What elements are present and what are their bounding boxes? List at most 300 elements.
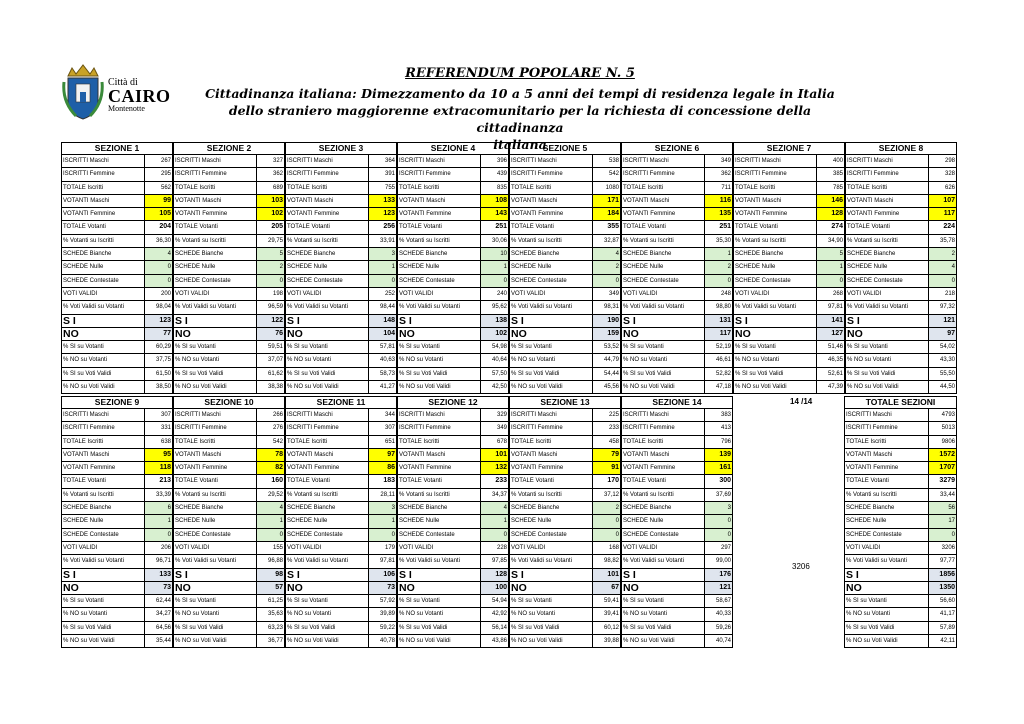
row-nv <box>622 608 732 621</box>
row-label: % NO su Votanti <box>511 611 556 618</box>
row-value: 60,12 <box>592 622 620 634</box>
row-tv <box>62 475 172 488</box>
row-sn <box>62 261 172 274</box>
row-label: % Votanti su Iscritti <box>847 237 898 244</box>
row-label: % Voti Validi su Votanti <box>847 304 908 311</box>
row-value: 78 <box>256 449 284 461</box>
row-value: 102 <box>256 208 284 220</box>
row-vv <box>174 288 284 301</box>
row-value: 176 <box>704 569 732 581</box>
row-vf <box>846 208 956 221</box>
row-label: % SI su Votanti <box>623 344 664 351</box>
row-value: 52,19 <box>704 341 732 353</box>
row-value: 139 <box>704 449 732 461</box>
row-label: NO <box>175 581 191 594</box>
row-pv <box>62 235 172 248</box>
row-ti <box>845 436 956 449</box>
row-label: NO <box>511 581 527 594</box>
row-value: 63,23 <box>256 622 284 634</box>
row-label: % NO su Voti Validi <box>63 638 115 645</box>
section-table <box>509 142 621 394</box>
row-sv <box>510 341 620 354</box>
row-sb <box>846 248 956 261</box>
row-vf <box>510 208 620 221</box>
row-no <box>622 328 732 341</box>
row-nvv <box>174 381 284 393</box>
row-label: % SI su Voti Validi <box>623 370 672 377</box>
row-label: SCHEDE Bianche <box>175 251 224 258</box>
row-sn <box>62 515 172 528</box>
row-value: 4 <box>256 502 284 514</box>
row-sb <box>62 502 172 515</box>
row-label: VOTI VALIDI <box>63 544 98 551</box>
row-value: 542 <box>592 168 620 180</box>
row-label: ISCRITTI Femmine <box>511 171 563 178</box>
row-label: VOTANTI Maschi <box>399 451 446 458</box>
row-si <box>845 569 956 582</box>
row-label: VOTANTI Maschi <box>287 197 334 204</box>
row-label: % Votanti su Iscritti <box>623 237 674 244</box>
row-value: 133 <box>368 195 396 207</box>
row-label: VOTI VALIDI <box>511 290 546 297</box>
row-value: 0 <box>928 275 956 287</box>
row-value: 128 <box>480 569 508 581</box>
row-value: 1 <box>144 515 172 527</box>
row-vm <box>286 449 396 462</box>
row-sc <box>398 529 508 542</box>
row-label: % SI su Voti Validi <box>735 370 784 377</box>
row-vm <box>845 449 956 462</box>
row-pvv <box>510 301 620 314</box>
row-pvv <box>286 555 396 568</box>
row-value: 206 <box>144 542 172 554</box>
row-label: S I <box>399 568 412 581</box>
row-no <box>174 582 284 595</box>
row-value: 40,63 <box>368 354 396 366</box>
row-label: % Voti Validi su Votanti <box>287 558 348 565</box>
row-if <box>286 168 396 181</box>
row-value: 40,74 <box>704 635 732 647</box>
logo-cairo: CAIRO <box>108 86 171 106</box>
row-pv <box>174 489 284 502</box>
row-no <box>846 328 956 341</box>
row-sc <box>286 275 396 288</box>
row-tv <box>174 475 284 488</box>
row-vm <box>286 195 396 208</box>
row-label: NO <box>846 581 862 594</box>
row-sb <box>62 248 172 261</box>
row-label: TOTALE Iscritti <box>399 438 440 445</box>
row-value: 100 <box>480 582 508 594</box>
row-value: 0 <box>592 275 620 287</box>
row-label: TOTALE Iscritti <box>399 184 440 191</box>
row-value: 46,35 <box>816 354 844 366</box>
row-value: 43,30 <box>928 354 956 366</box>
row-value: 251 <box>704 221 732 233</box>
row-label: VOTANTI Maschi <box>623 451 670 458</box>
row-no <box>510 582 620 595</box>
row-label: % NO su Votanti <box>623 357 668 364</box>
row-pv <box>622 489 732 502</box>
row-label: NO <box>287 327 303 340</box>
row-sb <box>510 248 620 261</box>
row-sn <box>174 515 284 528</box>
row-value: 1572 <box>928 449 956 461</box>
row-sn <box>622 261 732 274</box>
row-value: 413 <box>704 422 732 434</box>
row-label: ISCRITTI Femmine <box>175 425 227 432</box>
row-value: 106 <box>368 569 396 581</box>
row-im <box>622 409 732 422</box>
row-label: % Votanti su Iscritti <box>399 237 450 244</box>
row-vf <box>286 462 396 475</box>
row-nvv <box>846 381 956 393</box>
row-label: ISCRITTI Maschi <box>735 158 781 164</box>
row-value: 0 <box>144 275 172 287</box>
row-vf <box>734 208 844 221</box>
row-label: % Votanti su Iscritti <box>399 491 450 498</box>
row-value: 39,89 <box>368 608 396 620</box>
row-label: VOTANTI Maschi <box>735 197 782 204</box>
row-label: SCHEDE Nulle <box>623 518 664 525</box>
row-label: VOTANTI Maschi <box>846 451 893 458</box>
row-value: 329 <box>480 409 508 421</box>
row-value: 98,31 <box>592 301 620 313</box>
section-table <box>61 142 173 394</box>
row-value: 59,26 <box>704 622 732 634</box>
row-svv <box>174 368 284 381</box>
row-label: VOTANTI Maschi <box>847 197 894 204</box>
row-label: VOTI VALIDI <box>623 290 658 297</box>
row-value: 0 <box>368 275 396 287</box>
row-sb <box>398 502 508 515</box>
row-label: ISCRITTI Femmine <box>63 425 115 432</box>
row-value: 678 <box>480 436 508 448</box>
row-label: SCHEDE Bianche <box>511 251 560 258</box>
section-header: SEZIONE 5 <box>510 143 620 155</box>
row-value: 327 <box>256 155 284 167</box>
row-ti <box>174 182 284 195</box>
row-label: % Voti Validi su Votanti <box>399 304 460 311</box>
row-label: % NO su Voti Validi <box>175 384 227 391</box>
row-value: 41,17 <box>928 608 956 620</box>
row-label: SCHEDE Nulle <box>846 518 887 525</box>
row-label: ISCRITTI Maschi <box>623 158 669 164</box>
row-vm <box>846 195 956 208</box>
row-label: ISCRITTI Femmine <box>511 425 563 432</box>
row-label: TOTALE Votanti <box>399 224 442 231</box>
row-label: VOTANTI Maschi <box>175 197 222 204</box>
row-label: SCHEDE Bianche <box>623 505 672 512</box>
row-label: NO <box>63 327 79 340</box>
row-label: % SI su Voti Validi <box>175 624 224 631</box>
subtitle-line-2: dello straniero maggiorenne extracomunitario per la richiesta di concessione della cittadinanza <box>228 103 812 135</box>
row-value: 47,18 <box>704 381 732 393</box>
row-label: % Voti Validi su Votanti <box>63 304 124 311</box>
row-vv <box>846 288 956 301</box>
row-tv <box>286 221 396 234</box>
row-value: 118 <box>144 462 172 474</box>
row-nvv <box>286 635 396 647</box>
row-value: 40,78 <box>368 635 396 647</box>
row-sv <box>846 341 956 354</box>
row-label: VOTANTI Femmine <box>511 211 564 218</box>
row-svv <box>62 622 172 635</box>
row-sc <box>734 275 844 288</box>
row-label: VOTANTI Femmine <box>287 211 340 218</box>
row-label: TOTALE Iscritti <box>847 184 888 191</box>
row-vm <box>174 449 284 462</box>
row-value: 105 <box>144 208 172 220</box>
row-vm <box>510 449 620 462</box>
row-vm <box>62 195 172 208</box>
row-sb <box>398 248 508 261</box>
row-value: 170 <box>592 475 620 487</box>
row-nvv <box>398 635 508 647</box>
row-label: ISCRITTI Maschi <box>63 158 109 164</box>
row-value: 97,32 <box>928 301 956 313</box>
row-pv <box>62 489 172 502</box>
row-value: 36,30 <box>144 235 172 247</box>
row-value: 67 <box>592 582 620 594</box>
row-label: NO <box>623 581 639 594</box>
row-if <box>398 422 508 435</box>
row-value: 117 <box>928 208 956 220</box>
row-value: 5013 <box>928 422 956 434</box>
row-value: 35,78 <box>928 235 956 247</box>
row-if <box>174 168 284 181</box>
row-si <box>286 569 396 582</box>
row-no <box>174 328 284 341</box>
row-value: 54,94 <box>480 595 508 607</box>
row-label: SCHEDE Nulle <box>63 264 104 271</box>
row-pvv <box>510 555 620 568</box>
row-value: 3 <box>704 502 732 514</box>
row-label: % SI su Votanti <box>63 344 104 351</box>
row-si <box>734 315 844 328</box>
row-ti <box>846 182 956 195</box>
row-value: 57,81 <box>368 341 396 353</box>
row-value: 97 <box>928 328 956 340</box>
row-value: 29,52 <box>256 489 284 501</box>
row-label: ISCRITTI Maschi <box>287 412 333 418</box>
row-label: % SI su Votanti <box>735 344 776 351</box>
row-label: VOTANTI Femmine <box>399 211 452 218</box>
row-ti <box>734 182 844 195</box>
row-im <box>622 155 732 168</box>
row-pvv <box>845 555 956 568</box>
row-value: 349 <box>704 155 732 167</box>
row-value: 0 <box>704 529 732 541</box>
row-tv <box>174 221 284 234</box>
row-label: % SI su Votanti <box>623 598 664 605</box>
row-value: 99 <box>144 195 172 207</box>
row-value: 143 <box>480 208 508 220</box>
row-label: TOTALE Votanti <box>63 224 106 231</box>
row-vf <box>845 462 956 475</box>
row-value: 146 <box>816 195 844 207</box>
section-header: SEZIONE 2 <box>174 143 284 155</box>
row-value: 101 <box>480 449 508 461</box>
row-value: 248 <box>704 288 732 300</box>
row-value: 3206 <box>928 542 956 554</box>
row-no <box>286 582 396 595</box>
row-value: 86 <box>368 462 396 474</box>
row-si <box>846 315 956 328</box>
row-value: 2 <box>592 502 620 514</box>
row-value: 59,41 <box>592 595 620 607</box>
row-value: 35,63 <box>256 608 284 620</box>
row-value: 3 <box>368 248 396 260</box>
row-label: % Voti Validi su Votanti <box>623 558 684 565</box>
row-sv <box>398 595 508 608</box>
row-ti <box>622 182 732 195</box>
row-label: % NO su Votanti <box>399 357 444 364</box>
row-nv <box>510 354 620 367</box>
row-label: VOTANTI Maschi <box>623 197 670 204</box>
row-value: 32,87 <box>592 235 620 247</box>
row-no <box>510 328 620 341</box>
row-sc <box>622 529 732 542</box>
row-vf <box>510 462 620 475</box>
row-label: ISCRITTI Femmine <box>623 171 675 178</box>
row-label: % NO su Votanti <box>735 357 780 364</box>
row-label: % Votanti su Iscritti <box>175 237 226 244</box>
row-no <box>398 582 508 595</box>
row-label: % Voti Validi su Votanti <box>511 304 572 311</box>
row-value: 391 <box>368 168 396 180</box>
row-value: 400 <box>816 155 844 167</box>
row-tv <box>846 221 956 234</box>
row-label: % SI su Votanti <box>287 598 328 605</box>
row-label: % Voti Validi su Votanti <box>846 558 907 565</box>
row-label: % SI su Votanti <box>846 598 887 605</box>
row-value: 233 <box>480 475 508 487</box>
row-value: 42,11 <box>928 635 956 647</box>
row-value: 108 <box>480 195 508 207</box>
row-value: 101 <box>592 569 620 581</box>
row-label: SCHEDE Bianche <box>175 505 224 512</box>
row-value: 39,88 <box>592 635 620 647</box>
row-value: 135 <box>704 208 732 220</box>
row-value: 33,91 <box>368 235 396 247</box>
row-value: 1 <box>256 515 284 527</box>
row-im <box>174 409 284 422</box>
row-label: TOTALE Iscritti <box>63 438 104 445</box>
row-value: 638 <box>144 436 172 448</box>
row-label: SCHEDE Nulle <box>287 518 328 525</box>
row-if <box>845 422 956 435</box>
row-if <box>174 422 284 435</box>
row-value: 97,85 <box>480 555 508 567</box>
row-value: 268 <box>816 288 844 300</box>
row-value: 349 <box>480 422 508 434</box>
row-vm <box>510 195 620 208</box>
row-value: 626 <box>928 182 956 194</box>
row-value: 59,22 <box>368 622 396 634</box>
row-tv <box>286 475 396 488</box>
row-vm <box>398 449 508 462</box>
row-label: % NO su Votanti <box>63 357 108 364</box>
row-value: 3 <box>368 502 396 514</box>
row-sb <box>286 502 396 515</box>
row-sc <box>510 529 620 542</box>
row-value: 364 <box>368 155 396 167</box>
section-table <box>285 396 397 648</box>
row-label: % Voti Validi su Votanti <box>511 558 572 565</box>
row-value: 383 <box>704 409 732 421</box>
row-value: 30,06 <box>480 235 508 247</box>
row-im <box>846 155 956 168</box>
row-sn <box>174 261 284 274</box>
row-label: % Votanti su Iscritti <box>735 237 786 244</box>
row-value: 44,50 <box>928 381 956 393</box>
row-nvv <box>286 381 396 393</box>
row-pvv <box>398 301 508 314</box>
row-no <box>734 328 844 341</box>
section-table <box>844 396 957 648</box>
row-label: VOTANTI Maschi <box>511 451 558 458</box>
row-label: % SI su Voti Validi <box>846 624 895 631</box>
row-label: VOTANTI Femmine <box>63 465 116 472</box>
row-nv <box>174 354 284 367</box>
row-label: % NO su Votanti <box>399 611 444 618</box>
row-value: 97,81 <box>816 301 844 313</box>
row-value: 57,92 <box>368 595 396 607</box>
row-ti <box>62 182 172 195</box>
row-value: 2 <box>928 248 956 260</box>
row-value: 64,56 <box>144 622 172 634</box>
row-label: TOTALE Iscritti <box>287 438 328 445</box>
row-if <box>510 422 620 435</box>
section-table <box>285 142 397 394</box>
row-label: SCHEDE Bianche <box>399 251 448 258</box>
row-sv <box>62 595 172 608</box>
row-label: VOTANTI Femmine <box>175 465 228 472</box>
row-value: 28,11 <box>368 489 396 501</box>
row-value: 58,73 <box>368 368 396 380</box>
row-label: % NO su Voti Validi <box>175 638 227 645</box>
row-vf <box>622 208 732 221</box>
row-label: VOTANTI Femmine <box>399 465 452 472</box>
row-value: 349 <box>592 288 620 300</box>
row-value: 138 <box>480 315 508 327</box>
row-if <box>734 168 844 181</box>
row-im <box>62 409 172 422</box>
row-value: 168 <box>592 542 620 554</box>
row-label: ISCRITTI Femmine <box>175 171 227 178</box>
row-label: VOTANTI Femmine <box>511 465 564 472</box>
row-label: SCHEDE Nulle <box>511 264 552 271</box>
row-vv <box>286 542 396 555</box>
row-value: 47,39 <box>816 381 844 393</box>
row-sb <box>174 248 284 261</box>
row-label: % SI su Voti Validi <box>175 370 224 377</box>
section-header: SEZIONE 13 <box>510 397 620 409</box>
section-table <box>61 396 173 648</box>
section-table <box>845 142 957 394</box>
row-nvv <box>622 635 732 647</box>
row-label: % NO su Votanti <box>175 611 220 618</box>
row-label: S I <box>511 568 524 581</box>
row-value: 267 <box>144 155 172 167</box>
sections-row-1 <box>61 142 957 391</box>
row-value: 1 <box>368 515 396 527</box>
row-label: % NO su Votanti <box>511 357 556 364</box>
row-value: 205 <box>256 221 284 233</box>
section-header: SEZIONE 7 <box>734 143 844 155</box>
row-label: SCHEDE Nulle <box>735 264 776 271</box>
